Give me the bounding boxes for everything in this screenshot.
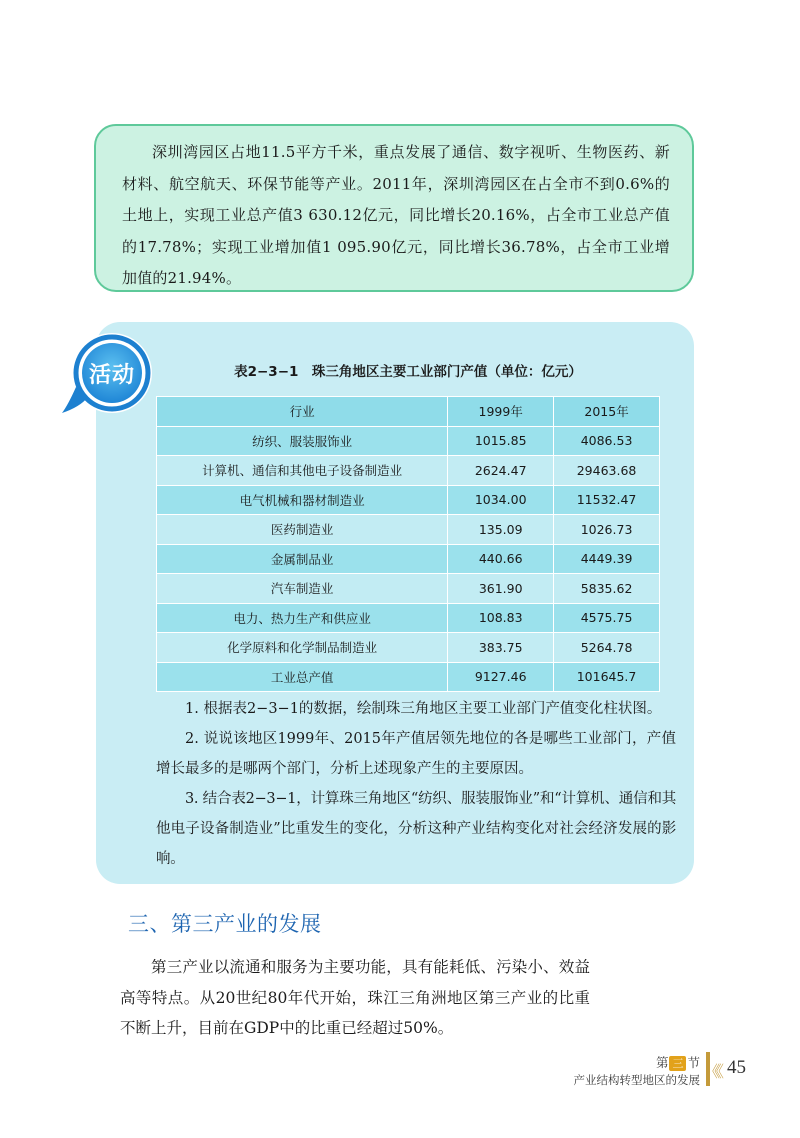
page-number: 45 [727,1057,746,1078]
question-3: 3. 结合表2−3−1，计算珠三角地区“纺织、服装服饰业”和“计算机、通信和其他电子设备制造业”比重发生的变化，分析这种产业结构变化对社会经济发展的影响。 [156,791,676,867]
column-header-industry: 行业 [157,397,448,427]
value-1999-cell: 1034.00 [448,485,554,515]
value-2015-cell: 29463.68 [554,456,660,486]
value-1999-cell: 440.66 [448,544,554,574]
industry-cell: 医药制造业 [157,515,448,545]
section-paragraph: 第三产业以流通和服务为主要功能，具有能耗低、污染小、效益高等特点。从20世纪80年代开始，珠江三角洲地区第三产业的比重不断上升，目前在GDP中的比重已经超过50%。 [120,958,590,1037]
value-1999-cell: 1015.85 [448,426,554,456]
chevron-left-icon: 《《 [703,1062,720,1081]
footer-subtitle: 产业结构转型地区的发展 [573,1073,700,1087]
section-body [120,952,590,1044]
table-row [157,603,660,633]
footer-section-suffix: 节 [687,1055,700,1070]
table-row-total [157,662,660,692]
industry-cell: 电气机械和器材制造业 [157,485,448,515]
industry-cell: 金属制品业 [157,544,448,574]
value-1999-cell: 383.75 [448,633,554,663]
value-1999-cell: 2624.47 [448,456,554,486]
table-title: 表2−3−1 珠三角地区主要工业部门产值（单位：亿元） [234,364,582,380]
table-row [157,485,660,515]
footer-section-number: 三 [669,1056,686,1071]
page-footer [518,1050,746,1090]
value-2015-cell: 5264.78 [554,633,660,663]
column-header-1999: 1999年 [448,397,554,427]
table-row [157,456,660,486]
value-2015-cell: 4575.75 [554,603,660,633]
value-2015-cell: 5835.62 [554,574,660,604]
value-1999-cell: 135.09 [448,515,554,545]
industry-cell: 化学原料和化学制品制造业 [157,633,448,663]
industry-cell: 计算机、通信和其他电子设备制造业 [157,456,448,486]
industry-output-table [156,396,660,692]
section-heading: 三、第三产业的发展 [128,912,322,936]
case-study-box [94,124,694,292]
value-1999-cell: 361.90 [448,574,554,604]
industry-cell: 汽车制造业 [157,574,448,604]
industry-cell: 工业总产值 [157,662,448,692]
table-row [157,544,660,574]
value-1999-cell: 108.83 [448,603,554,633]
question-2: 2. 说说该地区1999年、2015年产值居领先地位的各是哪些工业部门，产值增长最多的是哪两个部门，分析上述现象产生的主要原因。 [156,731,676,777]
question-1: 1. 根据表2−3−1的数据，绘制珠三角地区主要工业部门产值变化柱状图。 [185,701,662,717]
value-2015-cell: 4086.53 [554,426,660,456]
value-2015-cell: 4449.39 [554,544,660,574]
table-row [157,426,660,456]
value-2015-cell: 101645.7 [554,662,660,692]
value-1999-cell: 9127.46 [448,662,554,692]
case-study-text: 深圳湾园区占地11.5平方千米，重点发展了通信、数字视听、生物医药、新材料、航空航天、环保节能等产业。2011年，深圳湾园区在占全市不到0.6%的土地上，实现工业总产值3 630.12亿元，同比增长20.16%，占全市工业总产值的17.78%；实现工业增加值1 095.90亿元，同比增长36.78%，占全市工业增加值的21.94%。 [122,143,670,287]
table-header-row [157,397,660,427]
footer-section-prefix: 第 [655,1055,669,1070]
column-header-2015: 2015年 [554,397,660,427]
footer-section-label [656,1053,700,1071]
activity-label: 活动 [88,363,135,388]
value-2015-cell: 1026.73 [554,515,660,545]
table-row [157,574,660,604]
industry-cell: 电力、热力生产和供应业 [157,603,448,633]
table-row [157,515,660,545]
activity-questions [156,694,676,874]
table-row [157,633,660,663]
value-2015-cell: 11532.47 [554,485,660,515]
industry-cell: 纺织、服装服饰业 [157,426,448,456]
